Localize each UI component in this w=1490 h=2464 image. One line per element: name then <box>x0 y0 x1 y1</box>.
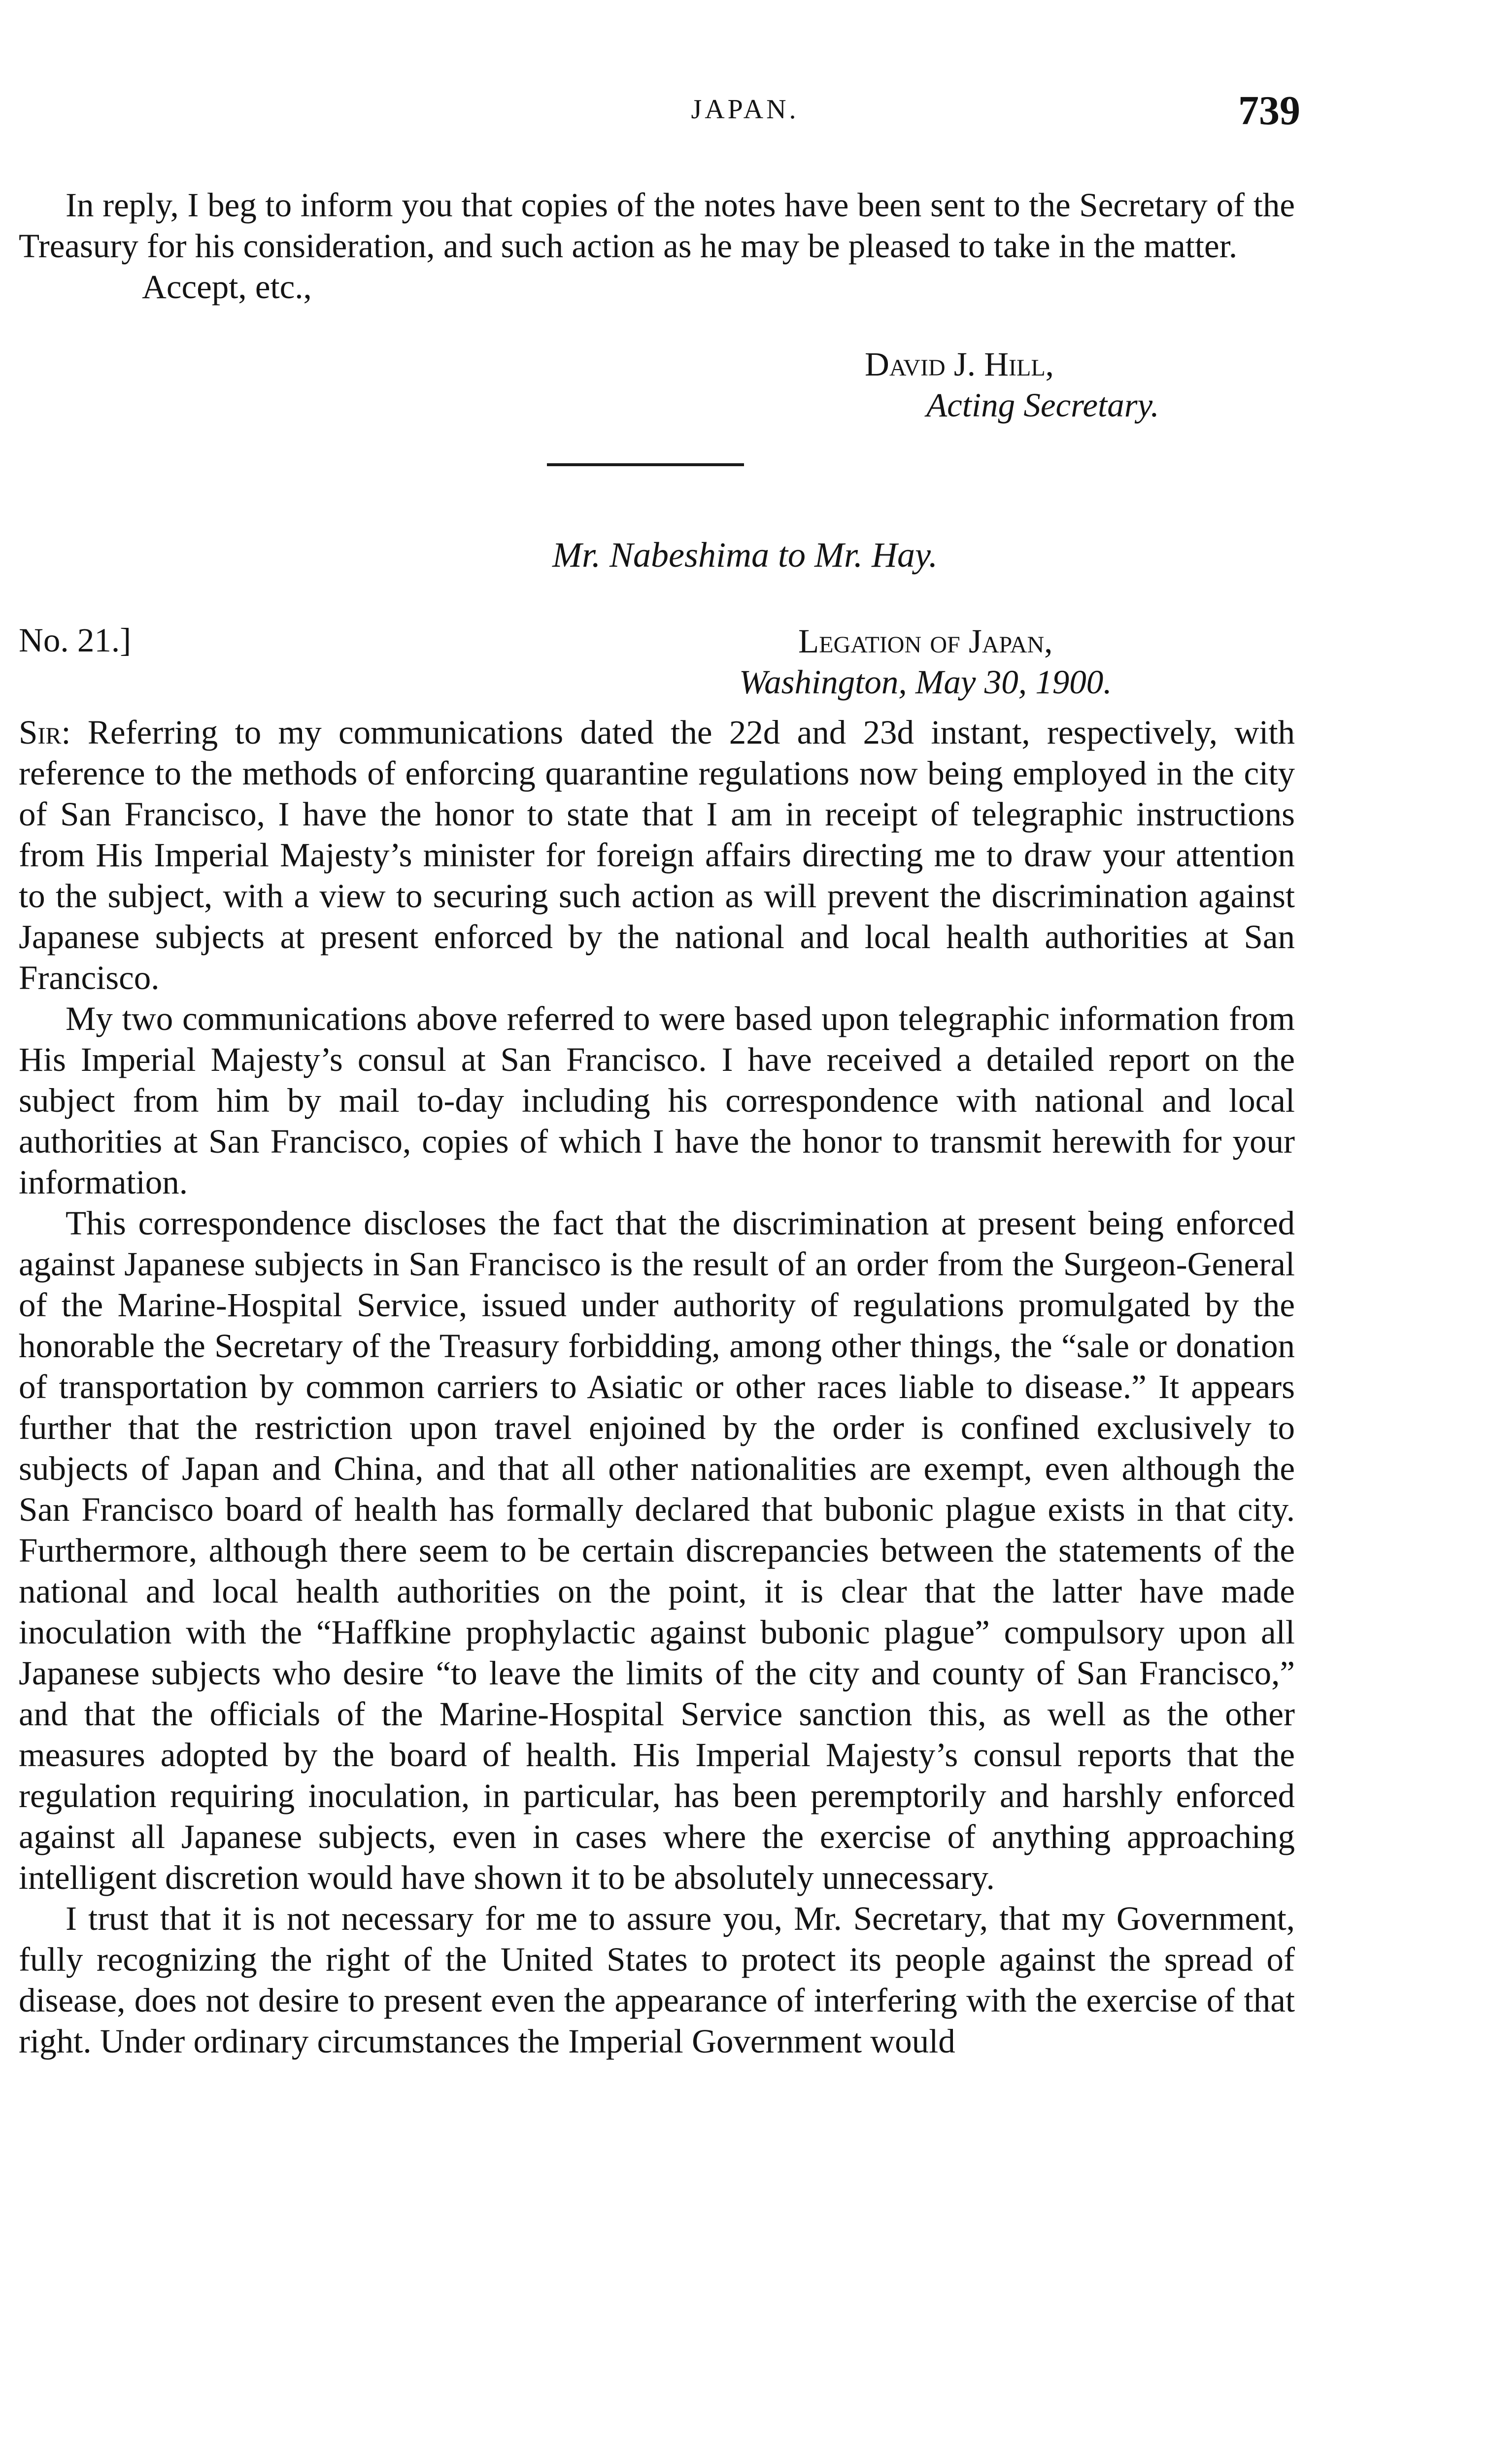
letter-paragraph-3: This correspondence discloses the fact that the discrimination at present being enforced against Japanese subjects in San Francisco is the result of an order from the Surgeon-General of the Marine-Hospital Service, issued under authority of regulations promulgated by the honorable the Secretary of the Treasury forbidding, among other things, the “sale or donation of transportation by common carriers to Asiatic or other races liable to disease.” It appears further that the restriction upon travel enjoined by the order is confined exclusively to subjects of Japan and China, and that all other nationalities are exempt, even although the San Francisco board of health has formally declared that bubonic plague exists in that city. Furthermore, although there seem to be certain discrepancies between the statements of the national and local health authorities on the point, it is clear that the latter have made inoculation with the “Haffkine prophylactic against bubonic plague” compulsory upon all Japanese subjects who desire “to leave the limits of the city and county of San Francisco,” and that the officials of the Marine-Hospital Service sanction this, as well as the other measures adopted by the board of health. His Imperial Majesty’s consul reports that the regulation requiring inoculation, in particular, has been peremptorily and harshly enforced against all Japanese subjects, even in cases where the exercise of anything approaching intelligent discretion would have shown it to be absolutely unnecessary. <box>19 1204 1295 1896</box>
letter-body <box>19 712 1295 2062</box>
letter-dateline <box>739 621 1112 703</box>
preceding-paragraph: In reply, I beg to inform you that copies of the notes have been sent to the Secretary of the Treasury for his consideration, and such action as he may be pleased to take in the matter. <box>19 186 1295 265</box>
letter-paragraph-2: My two communications above referred to were based upon telegraphic information from His Imperial Majesty’s consul at San Francisco. I have received a detailed report on the subject from him by mail to-day including his correspondence with national and local authorities at San Francisco, copies of which I have the honor to transmit herewith for your information. <box>19 1000 1295 1201</box>
letter-number: No. 21.] <box>19 621 132 659</box>
signature-title: Acting Secretary. <box>926 386 1159 424</box>
paragraph-text: Referring to my communications dated the 22d and 23d instant, respectively, with reference to the methods of enforcing quarantine regulations now being employed in the city of San Francisco, I have the honor to state that I am in receipt of telegraphic instructions from His Imperial Majesty’s minister for foreign affairs directing me to draw your attention to the subject, with a view to securing such action as will prevent the discrimination against Japanese subjects at present enforced by the national and local health authorities at San Francisco. <box>19 714 1295 996</box>
running-title: JAPAN. <box>691 94 799 125</box>
letter-paragraph-4: I trust that it is not necessary for me to assure you, Mr. Secretary, that my Government, fully recognizing the right of the United States to protect its people against the spread of disease, does not desire to present even the appearance of interfering with the exercise of that right. Under ordinary circumstances the Imperial Government would <box>19 1900 1295 2060</box>
dateline-date: Washington, May 30, 1900. <box>739 663 1112 701</box>
page-number: 739 <box>1238 88 1300 134</box>
closing-line: Accept, etc., <box>142 268 312 306</box>
salutation: Sir: <box>19 714 71 751</box>
preceding-letter-text <box>19 185 1295 308</box>
letter-heading: Mr. Nabeshima to Mr. Hay. <box>552 535 938 575</box>
letter-paragraph-1 <box>19 712 1295 998</box>
section-divider <box>547 463 744 466</box>
running-head <box>0 88 1490 138</box>
dateline-place: Legation of Japan, <box>798 622 1053 660</box>
signature-name: David J. Hill, <box>865 345 1054 383</box>
